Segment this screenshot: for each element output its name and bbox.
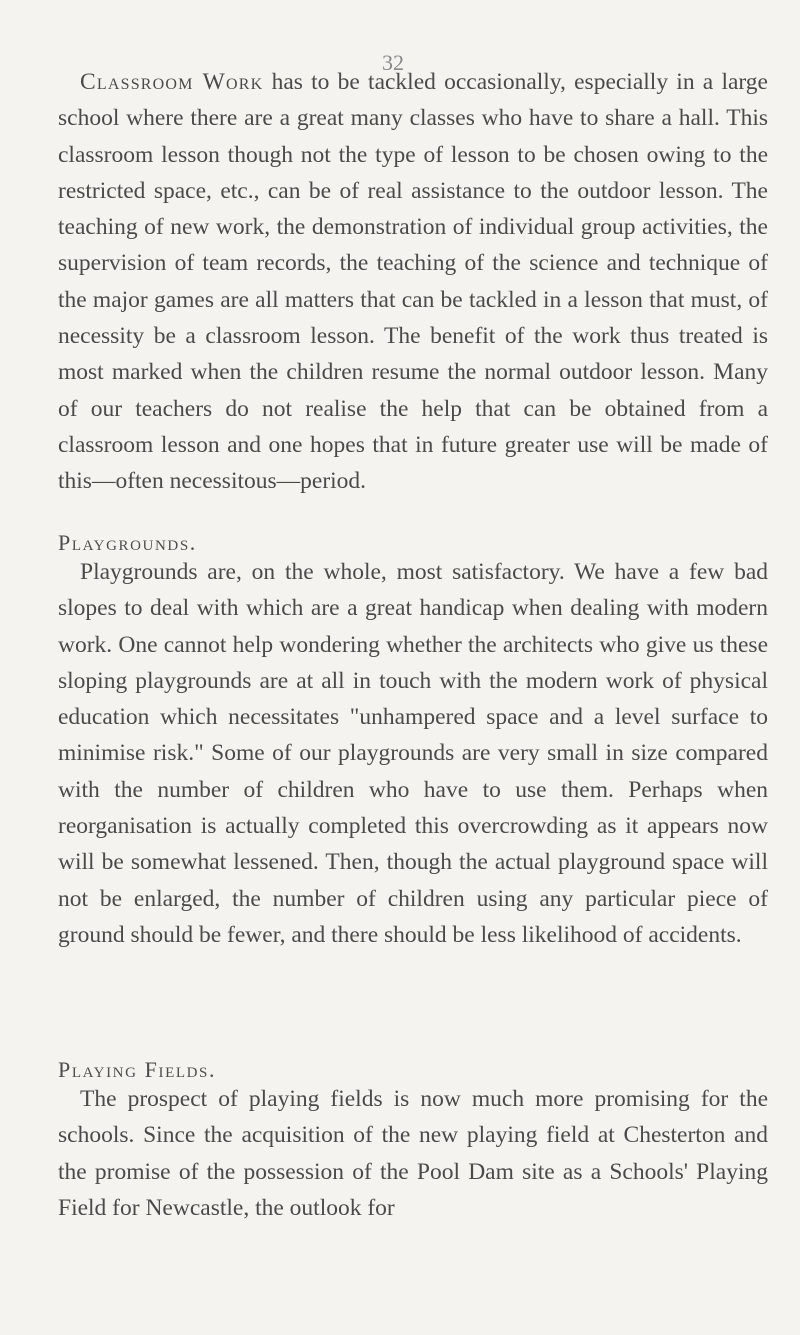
playgrounds-heading: Playgrounds. (58, 530, 197, 555)
playing-fields-section (58, 1081, 768, 1226)
playgrounds-paragraph: Playgrounds are, on the whole, most satisfactory. We have a few bad slopes to deal with which are a great handicap when dealing with modern work. One cannot help wondering whether the architects who give us these sloping playgrounds are at all in touch with the modern work of physical education which necessitates "unhampered space and a level surface to minimise risk." Some of our playgrounds are very small in size compared with the number of children who have to use them. Perhaps when reorganisation is actually completed this overcrowding as it appears now will be somewhat lessened. Then, though the actual playground space will not be enlarged, the number of children using any particular piece of ground should be fewer, and there should be less likelihood of accidents. (58, 559, 768, 948)
playing-fields-paragraph: The prospect of playing fields is now much more promising for the schools. Since the acquisition of the new playing field at Chesterton and the promise of the possession of the Pool Dam site as a Schools' Playing Field for Newcastle, the outlook for (58, 1086, 768, 1221)
classroom-work-section (58, 64, 768, 500)
classroom-work-paragraph (58, 64, 768, 500)
playgrounds-section (58, 554, 768, 953)
classroom-work-text: has to be tackled occasionally, especially in a large school where there are a great many classes who have to share a hall. This classroom lesson though not the type of lesson to be chosen owing to the restricted space, etc., can be of real assistance to the outdoor lesson. The teaching of new work, the demonstration of individual group activities, the supervision of team records, the teaching of the science and technique of the major games are all matters that can be tackled in a lesson that must, of necessity be a classroom lesson. The benefit of the work thus treated is most marked when the children resume the normal outdoor lesson. Many of our teachers do not realise the help that can be obtained from a classroom lesson and one hopes that in future greater use will be made of this—often necessitous—period. (58, 69, 768, 495)
playing-fields-heading: Playing Fields. (58, 1057, 217, 1082)
page-number: 32 (382, 50, 404, 75)
classroom-work-lead: Classroom Work (80, 69, 264, 95)
